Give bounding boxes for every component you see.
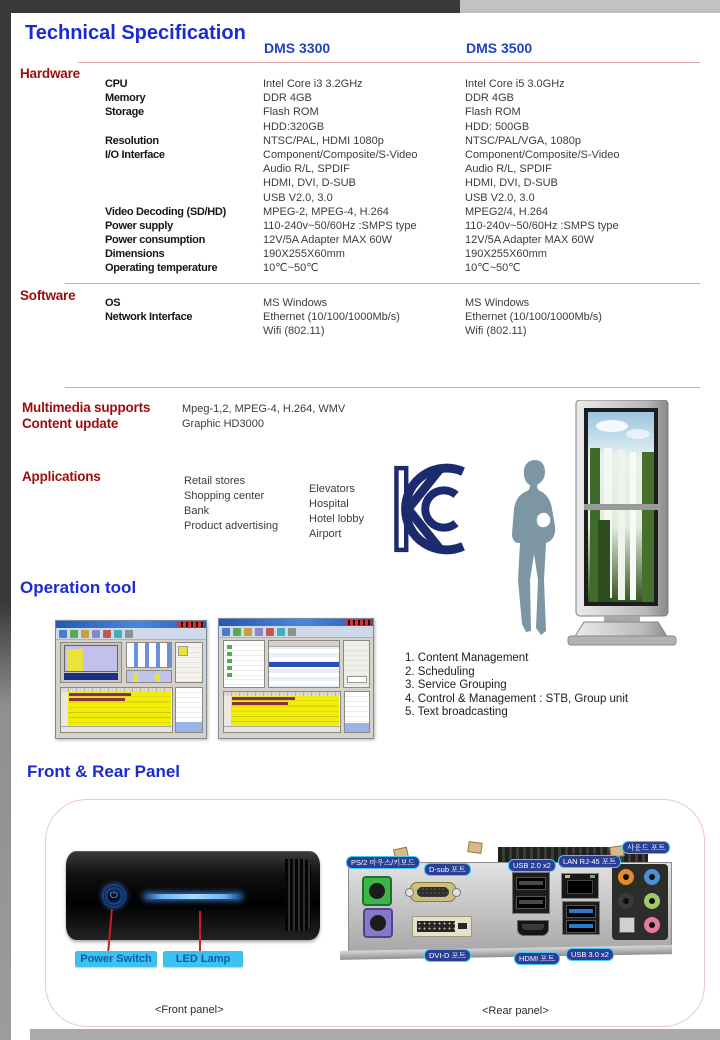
label-content-update: Content update xyxy=(22,416,119,431)
toolbar-icon xyxy=(266,628,274,636)
toolbar-icon xyxy=(59,630,67,638)
label-applications: Applications xyxy=(22,469,101,484)
divider-line-1 xyxy=(78,62,700,63)
preview-pane xyxy=(60,642,122,683)
toolbar-icon xyxy=(244,628,252,636)
hardware-spec-table xyxy=(105,77,711,276)
toolbar-icon xyxy=(288,628,296,636)
label-dsub: D-sub 포트 xyxy=(424,863,471,876)
front-panel-image xyxy=(66,851,320,940)
page-title: Technical Specification xyxy=(25,22,246,44)
table-header xyxy=(269,641,339,647)
label-led-lamp: LED Lamp xyxy=(163,951,243,967)
schedule-gantt xyxy=(223,691,341,733)
table-row: I/O Interface Component/Composite/S-Video Component/Composite/S-Video xyxy=(105,148,620,161)
window-titlebar xyxy=(219,619,373,626)
table-row: Dimensions 190X255X60mm 190X255X60mm xyxy=(105,248,547,261)
table-row: Wifi (802.11) Wifi (802.11) xyxy=(263,325,527,338)
list-item: Bank xyxy=(184,505,210,517)
feature-list xyxy=(405,652,628,720)
table-row: CPU Intel Core i3 3.2GHz Intel Core i5 3.0GHz xyxy=(105,78,565,90)
section-software: Software xyxy=(20,288,76,303)
table-row: Video Decoding (SD/HD) MPEG-2, MPEG-4, H.264 MPEG2/4, H.264 xyxy=(105,205,549,218)
table-row: HDD:320GB HDD: 500GB xyxy=(263,120,530,133)
feature-item: 4. Control & Management : STB, Group unit xyxy=(405,692,629,705)
top-bar-dark xyxy=(0,0,460,13)
list-item: Hospital xyxy=(309,498,349,510)
gantt-bar-maroon xyxy=(69,698,125,702)
ps2-keyboard-port-icon xyxy=(363,908,393,938)
table-row: Audio R/L, SPDIF Audio R/L, SPDIF xyxy=(263,163,552,176)
toolbar-icon xyxy=(222,628,230,636)
table-row: Power consumption 12V/5A Adapter MAX 60W 12V/5A Adapter MAX 60W xyxy=(105,234,595,247)
toolbar-icon xyxy=(125,630,133,638)
table-row: Storage Flash ROM Flash ROM xyxy=(105,106,521,119)
playlist-grid xyxy=(126,642,172,668)
toolbar-icon xyxy=(114,630,122,638)
led-display xyxy=(178,622,204,627)
divider-line-3 xyxy=(65,387,700,388)
table-row: Network Interface Ethernet (10/100/1000Mb/s) Ethernet (10/100/1000Mb/s) xyxy=(105,311,602,324)
vent-grille xyxy=(285,859,311,931)
callout-line-led xyxy=(199,911,201,953)
audio-cluster xyxy=(612,864,668,940)
preview-ticker-bar xyxy=(64,673,118,680)
column-header-dms3300: DMS 3300 xyxy=(264,40,331,56)
section-operation-tool: Operation tool xyxy=(20,578,137,597)
lan-port-icon xyxy=(561,873,599,899)
list-item: Product advertising xyxy=(184,520,279,532)
toolbar-icon xyxy=(92,630,100,638)
window-toolbar xyxy=(219,626,373,638)
label-ps2: PS/2 마우스/키보드 xyxy=(346,856,420,869)
table-row: HDMI, DVI, D-SUB HDMI, DVI, D-SUB xyxy=(263,177,558,190)
bottom-bar xyxy=(30,1029,720,1040)
side-list xyxy=(344,691,370,733)
hdmi-port-icon xyxy=(517,920,549,936)
schedule-gantt xyxy=(60,687,173,733)
person-silhouette xyxy=(505,458,567,638)
gantt-rows xyxy=(231,696,339,727)
list-item: Hotel lobby xyxy=(309,513,365,525)
label-lan: LAN RJ-45 포트 xyxy=(558,855,621,868)
operation-tool-screenshot-2 xyxy=(218,618,374,739)
top-bar-silver xyxy=(460,0,720,13)
toolbar-icon xyxy=(277,628,285,636)
gantt-bar-purple xyxy=(232,697,295,701)
operation-tool-screenshot-1 xyxy=(55,620,207,739)
gantt-bar-maroon xyxy=(232,702,288,706)
control-pane xyxy=(343,640,370,688)
table-row: OS MS Windows MS Windows xyxy=(105,297,530,309)
window-titlebar xyxy=(56,621,206,628)
front-panel-caption: <Front panel> xyxy=(155,1004,224,1016)
gantt-footer xyxy=(61,726,172,732)
status-table xyxy=(268,640,340,688)
ps2-mouse-port-icon xyxy=(362,876,392,906)
applications-list-1 xyxy=(184,474,278,534)
side-list xyxy=(175,687,203,733)
applications-list-2 xyxy=(309,482,364,542)
table-row: Memory DDR 4GB DDR 4GB xyxy=(105,92,514,105)
usb3-ports-icon xyxy=(562,901,600,935)
table-row: USB V2.0, 3.0 USB V2.0, 3.0 xyxy=(263,191,535,204)
led-display xyxy=(345,620,371,625)
list-item: Airport xyxy=(309,528,342,540)
list-item: Retail stores xyxy=(184,475,246,487)
label-sound: 사운드 포트 xyxy=(622,841,670,854)
toolbar-icon xyxy=(233,628,241,636)
column-header-dms3500: DMS 3500 xyxy=(466,40,533,56)
side-list-footer xyxy=(176,722,202,732)
toolbar-icon xyxy=(255,628,263,636)
tree-node-icons xyxy=(227,645,232,679)
selected-row xyxy=(269,662,339,667)
gantt-footer xyxy=(224,726,340,732)
section-front-rear-panel: Front & Rear Panel xyxy=(27,762,181,781)
gantt-bar-purple xyxy=(69,693,131,697)
section-hardware: Hardware xyxy=(20,66,80,81)
label-power-switch: Power Switch xyxy=(75,951,157,967)
left-edge-strip xyxy=(0,0,11,1040)
feature-item: 5. Text broadcasting xyxy=(405,706,508,719)
timeline-strip xyxy=(126,670,172,683)
list-item: Elevators xyxy=(309,483,355,495)
input-box xyxy=(347,676,367,683)
label-hdmi: HDMI 포트 xyxy=(514,952,560,965)
board-clip xyxy=(467,841,482,854)
table-row: Operating temperature 10℃~50℃ 10℃~50℃ xyxy=(105,262,521,275)
kc-certification-icon xyxy=(392,450,472,568)
software-spec-table xyxy=(105,296,711,339)
table-row: Power supply 110-240v~50/60Hz :SMPS type 110-240v~50/60Hz :SMPS type xyxy=(105,219,619,232)
toolbar-icon xyxy=(70,630,78,638)
label-usb3: USB 3.0 x2 xyxy=(566,948,614,961)
graphic-spec: Graphic HD3000 xyxy=(182,418,264,430)
table-row: Resolution NTSC/PAL, HDMI 1080p NTSC/PAL/VGA, 1080p xyxy=(105,134,581,147)
window-toolbar xyxy=(56,628,206,640)
feature-item: 3. Service Grouping xyxy=(405,679,507,692)
divider-line-2 xyxy=(65,283,700,284)
toolbar-icon xyxy=(103,630,111,638)
properties-pane xyxy=(175,642,203,683)
rear-panel-caption: <Rear panel> xyxy=(482,1005,549,1017)
feature-item: 1. Content Management xyxy=(405,652,529,664)
kiosk-image xyxy=(560,400,682,648)
preview-screen xyxy=(64,645,118,672)
power-button-icon: ⏻ xyxy=(104,886,124,906)
feature-item: 2. Scheduling xyxy=(405,665,475,678)
toolbar-icon xyxy=(81,630,89,638)
swatch xyxy=(178,646,188,656)
led-strip xyxy=(144,894,242,899)
side-list-footer xyxy=(345,723,369,732)
timeline-bar xyxy=(133,673,138,682)
gantt-rows xyxy=(68,692,171,727)
label-multimedia-supports: Multimedia supports xyxy=(22,400,151,415)
timeline-bar xyxy=(155,673,160,682)
label-dvi: DVI-D 포트 xyxy=(424,949,471,962)
tree-pane xyxy=(223,640,265,688)
label-usb2: USB 2.0 x2 xyxy=(508,859,556,872)
usb2-ports-icon xyxy=(512,872,550,914)
dvi-port-icon xyxy=(412,916,472,937)
preview-yellow-zone xyxy=(67,649,83,671)
multimedia-formats: Mpeg-1,2, MPEG-4, H.264, WMV xyxy=(182,403,346,415)
vga-port-icon xyxy=(410,882,456,902)
list-item: Shopping center xyxy=(184,490,265,502)
